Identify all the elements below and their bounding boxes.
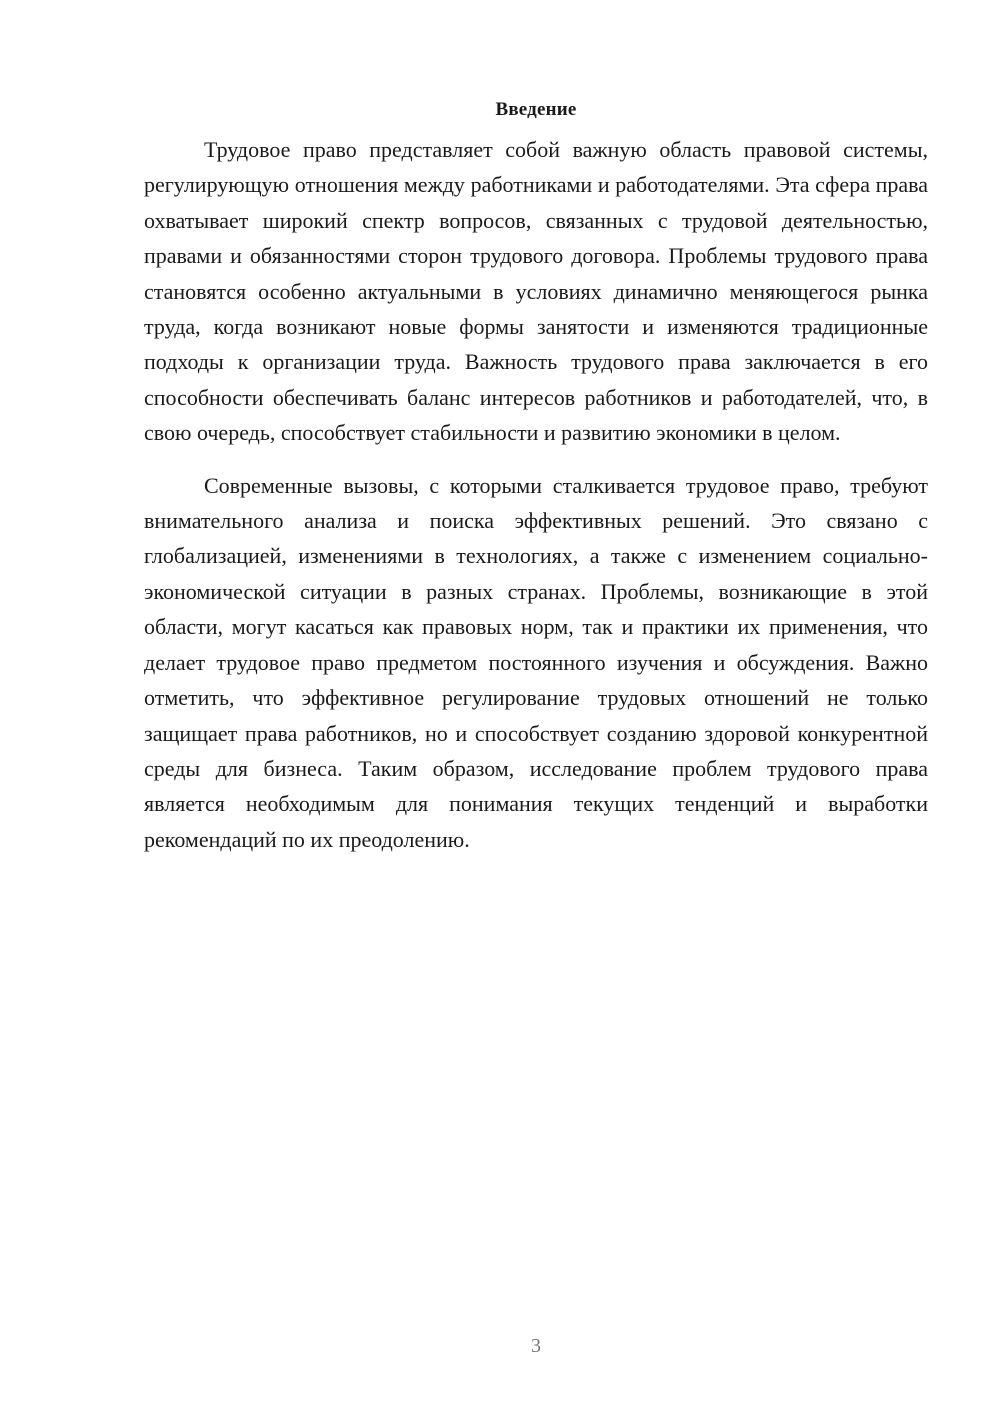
section-heading: Введение (495, 99, 577, 120)
page-content (144, 96, 928, 857)
paragraph: Современные вызовы, с которыми сталкивается трудовое право, требуют внимательного анализа и поиска эффективных решений. Это связано с глобализацией, изменениями в технологиях, а также с изменением социально-экономической ситуации в разных странах. Проблемы, возникающие в этой области, могут касаться как правовых норм, так и практики их применения, что делает трудовое право предметом постоянного изучения и обсуждения. Важно отметить, что эффективное регулирование трудовых отношений не только защищает права работников, но и способствует созданию здоровой конкурентной среды для бизнеса. Таким образом, исследование проблем трудового права является необходимым для понимания текущих тенденций и выработки рекомендаций по их преодолению. (144, 472, 928, 852)
page-number: 3 (531, 1335, 541, 1357)
paragraph: Трудовое право представляет собой важную область правовой системы, регулирующую отношения между работниками и работодателями. Эта сфера права охватывает широкий спектр вопросов, связанных с трудовой деятельностью, правами и обязанностями сторон трудового договора. Проблемы трудового права становятся особенно актуальными в условиях динамично меняющегося рынка труда, когда возникают новые формы занятости и изменяются традиционные подходы к организации труда. Важность трудового права заключается в его способности обеспечивать баланс интересов работников и работодателей, что, в свою очередь, способствует стабильности и развитию экономики в целом. (144, 137, 928, 446)
